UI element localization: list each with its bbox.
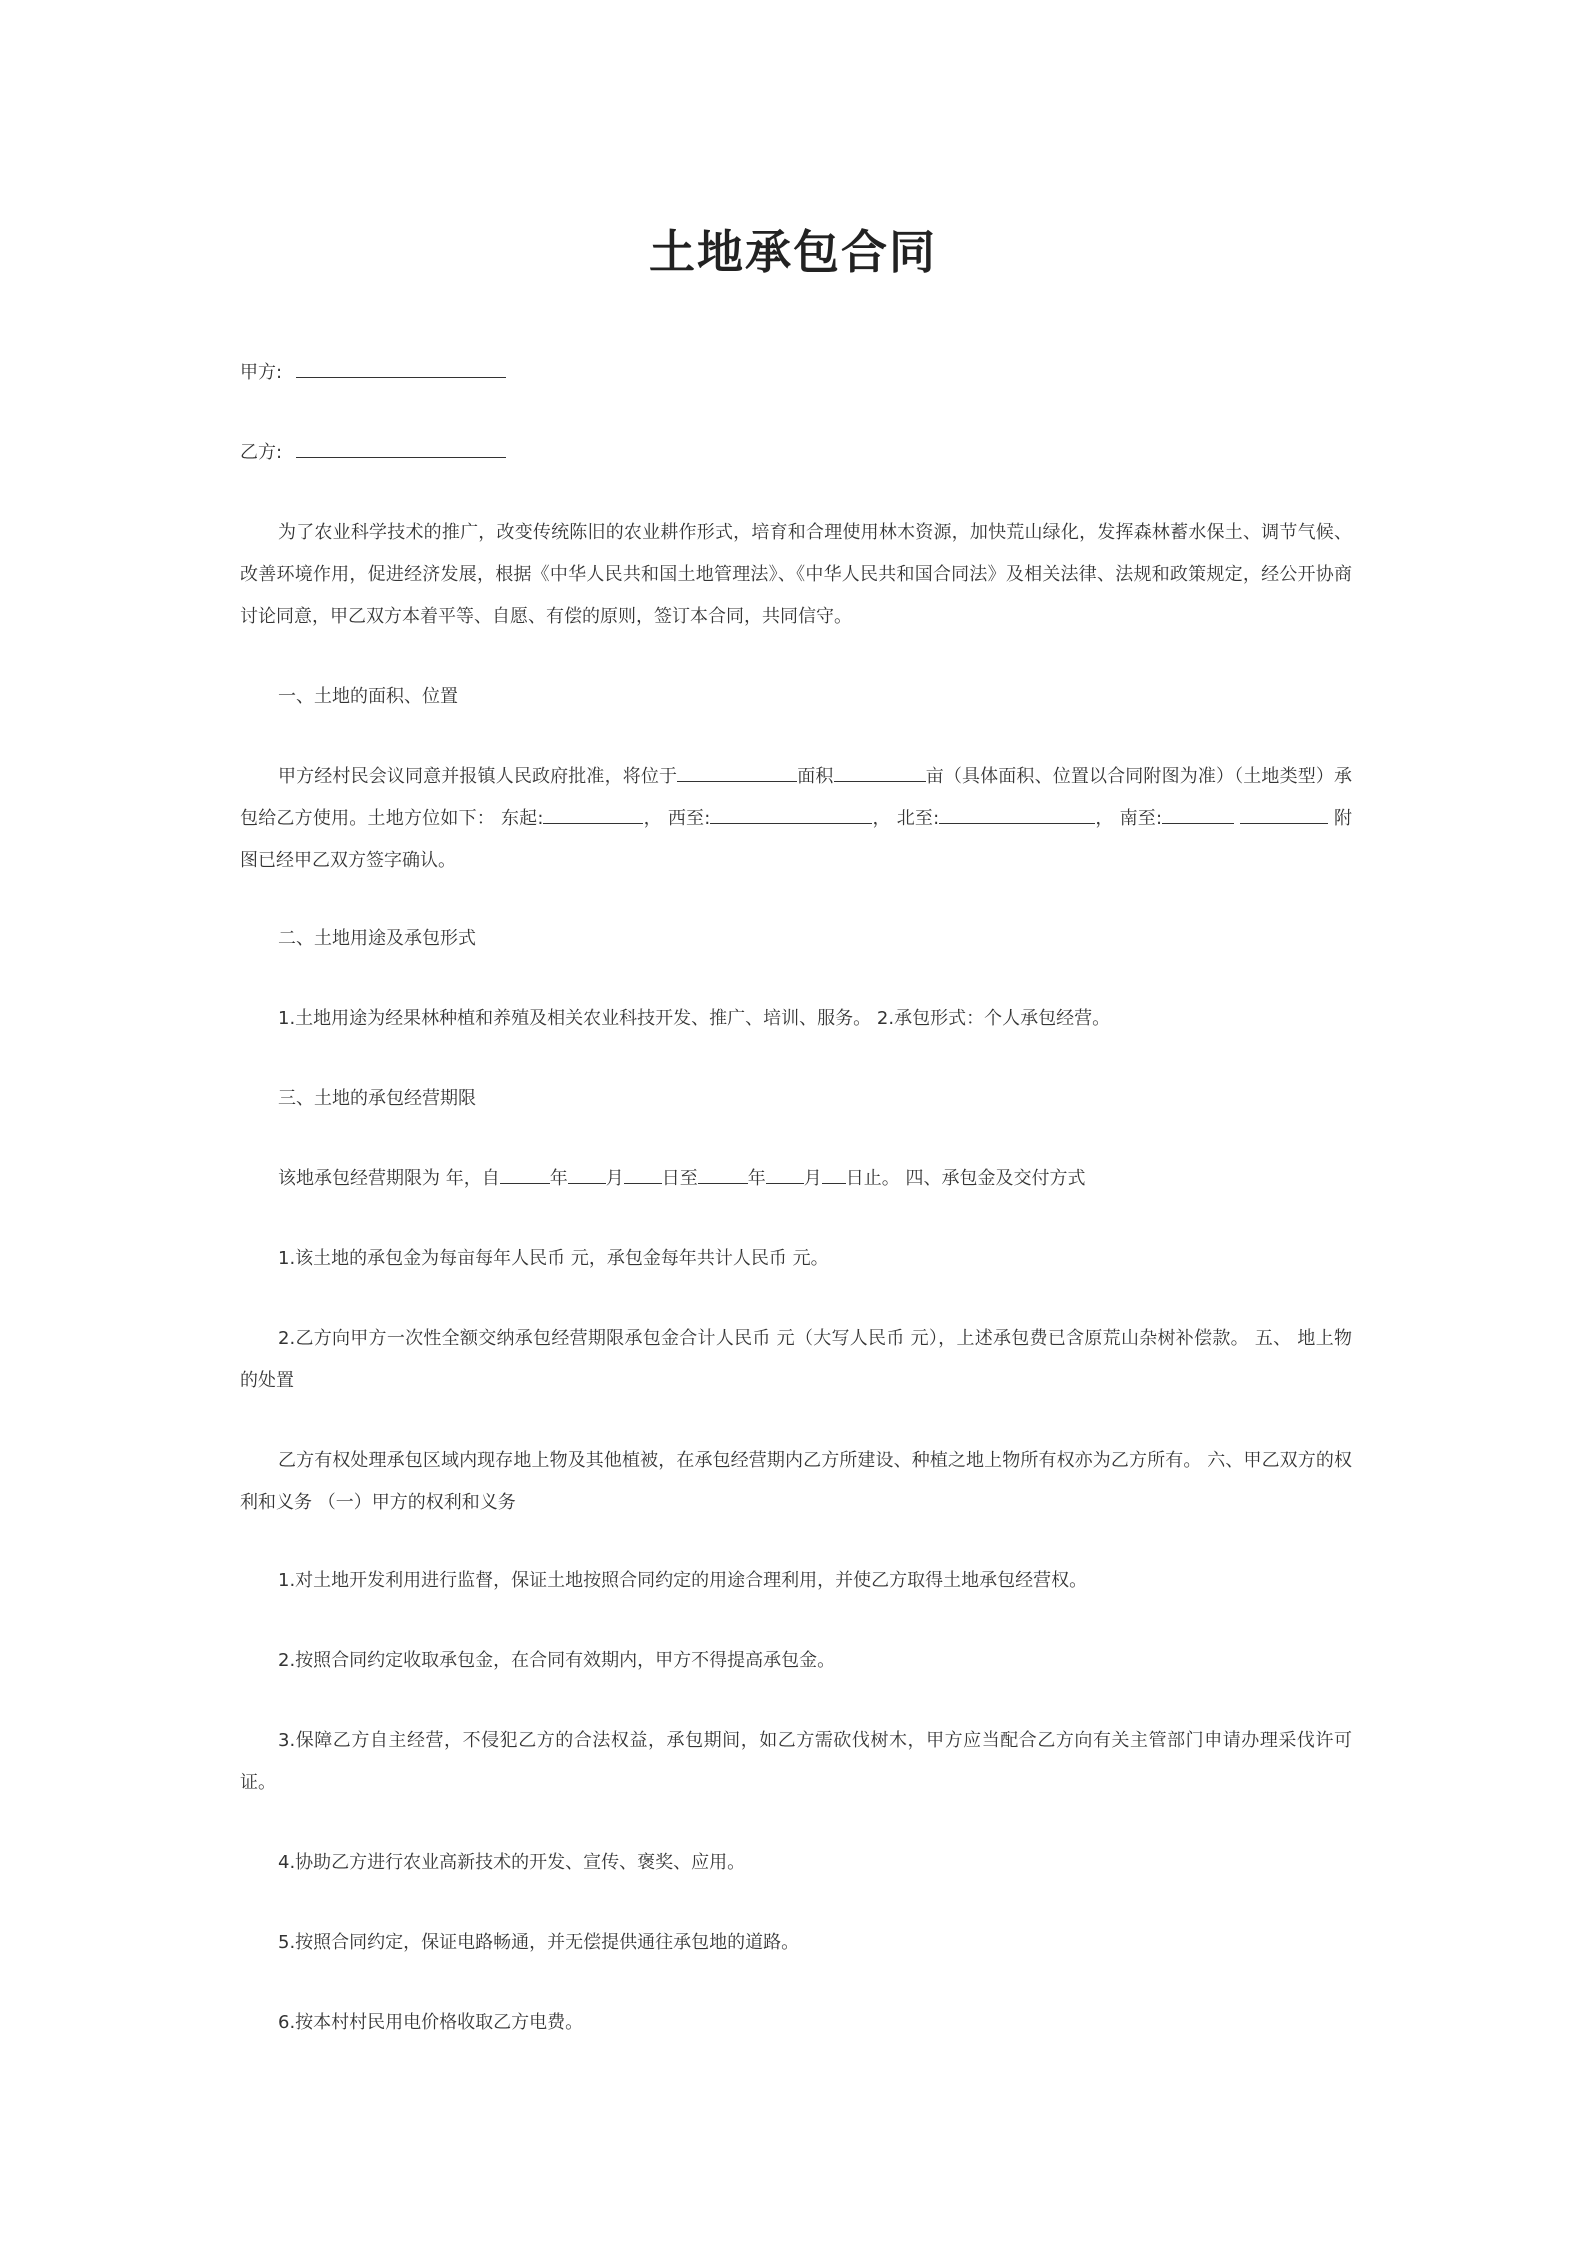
section-2-paragraph: 1.土地用途为经果林种植和养殖及相关农业科技开发、推广、培训、服务。 2.承包形式：个人承包经营。 bbox=[278, 1008, 1111, 1029]
section-5-paragraph: 乙方有权处理承包区域内现存地上物及其他植被，在承包经营期内乙方所建设、种植之地上物所有权亦为乙方所有。 六、甲乙双方的权利和义务 （一）甲方的权利和义务 bbox=[240, 1450, 1352, 1513]
right-item-1: 1.对土地开发利用进行监督，保证土地按照合同约定的用途合理利用，并使乙方取得土地承包经营权。 bbox=[278, 1570, 1088, 1591]
start-day-blank bbox=[624, 1165, 662, 1184]
end-day-blank bbox=[822, 1165, 846, 1184]
section-3-heading: 三、土地的承包经营期限 bbox=[278, 1088, 476, 1109]
south-blank-1 bbox=[1162, 805, 1234, 824]
section-4-item-2: 2.乙方向甲方一次性全额交纳承包经营期限承包金合计人民币 元（大写人民币 元），上述承包费已含原荒山杂树补偿款。 五、 地上物的处置 bbox=[240, 1328, 1352, 1391]
section-4-item-1: 1.该土地的承包金为每亩每年人民币 元，承包金每年共计人民币 元。 bbox=[278, 1248, 829, 1269]
sec3-text-4: 日至 bbox=[661, 1168, 698, 1189]
end-year-blank bbox=[698, 1165, 748, 1184]
section-1-paragraph bbox=[240, 756, 1352, 882]
north-blank bbox=[939, 805, 1095, 824]
preamble-paragraph: 为了农业科学技术的推广，改变传统陈旧的农业耕作形式，培育和合理使用林木资源，加快荒山绿化，发挥森林蓄水保土、调节气候、改善环境作用，促进经济发展，根据《中华人民共和国土地管理法》、《中华人民共和国合同法》及相关法律、法规和政策规定，经公开协商讨论同意，甲乙双方本着平等、自愿、有偿的原则，签订本合同，共同信守。 bbox=[240, 522, 1352, 627]
sec3-text-2: 年 bbox=[549, 1168, 568, 1189]
right-item-2: 2.按照合同约定收取承包金，在合同有效期内，甲方不得提高承包金。 bbox=[278, 1650, 836, 1671]
sec3-text-7: 日止。 四、承包金及交付方式 bbox=[845, 1168, 1086, 1189]
right-item-6: 6.按本村村民用电价格收取乙方电费。 bbox=[278, 2012, 584, 2033]
party-a-blank bbox=[296, 359, 506, 378]
sec1-text-1: 甲方经村民会议同意并报镇人民政府批准，将位于 bbox=[278, 766, 678, 787]
sec1-text-7: 附图已经甲乙双方签字确认。 bbox=[240, 808, 1352, 871]
party-b-label: 乙方: bbox=[240, 442, 283, 463]
party-a-label: 甲方: bbox=[240, 362, 283, 383]
document-title: 土地承包合同 bbox=[649, 225, 937, 279]
party-b-blank bbox=[296, 439, 506, 458]
sec3-text-3: 月 bbox=[605, 1168, 624, 1189]
south-blank-2 bbox=[1240, 805, 1328, 824]
sec1-text-5: ， 北至: bbox=[872, 808, 940, 829]
sec1-text-6: ， 南至: bbox=[1095, 808, 1163, 829]
sec3-text-1: 该地承包经营期限为 年，自 bbox=[278, 1168, 500, 1189]
start-month-blank bbox=[568, 1165, 606, 1184]
sec1-text-4: ， 西至: bbox=[643, 808, 711, 829]
party-a-line bbox=[240, 352, 506, 394]
section-2-heading: 二、土地用途及承包形式 bbox=[278, 928, 476, 949]
start-year-blank bbox=[500, 1165, 550, 1184]
right-item-5: 5.按照合同约定，保证电路畅通，并无偿提供通往承包地的道路。 bbox=[278, 1932, 800, 1953]
sec1-text-3: 亩（具体面积、位置以合同附图为准）（土地类型）承包给乙方使用。土地方位如下： 东起: bbox=[240, 766, 1353, 829]
area-blank bbox=[834, 763, 926, 782]
right-item-4: 4.协助乙方进行农业高新技术的开发、宣传、褒奖、应用。 bbox=[278, 1852, 746, 1873]
west-blank bbox=[710, 805, 872, 824]
sec3-text-6: 月 bbox=[803, 1168, 822, 1189]
end-month-blank bbox=[766, 1165, 804, 1184]
section-1-heading: 一、土地的面积、位置 bbox=[278, 686, 458, 707]
right-item-3: 3.保障乙方自主经营，不侵犯乙方的合法权益，承包期间，如乙方需砍伐树木，甲方应当配合乙方向有关主管部门申请办理采伐许可证。 bbox=[240, 1730, 1352, 1793]
sec3-text-5: 年 bbox=[747, 1168, 766, 1189]
party-b-line bbox=[240, 432, 506, 474]
east-blank bbox=[543, 805, 643, 824]
section-3-paragraph bbox=[240, 1158, 1352, 1200]
location-blank bbox=[677, 763, 797, 782]
sec1-text-2: 面积 bbox=[797, 766, 834, 787]
